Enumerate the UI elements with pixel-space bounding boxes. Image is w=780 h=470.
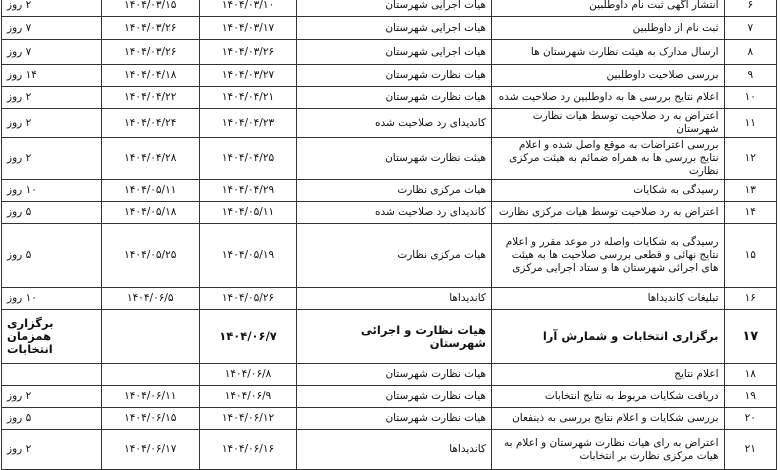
start-date-cell: ۱۴۰۴/۰۳/۲۶ — [199, 40, 297, 65]
duration-cell: ۱۰ روز — [2, 288, 102, 310]
start-date-cell: ۱۴۰۴/۰۴/۲۹ — [199, 180, 297, 202]
end-date-cell: ۱۴۰۴/۰۴/۲۴ — [101, 109, 199, 138]
row-number: ۲۰ — [724, 408, 776, 430]
end-date-cell: ۱۴۰۴/۰۳/۲۶ — [101, 40, 199, 65]
start-date-cell: ۱۴۰۴/۰۶/۱۶ — [199, 430, 297, 470]
responsible-body-cell: هیات اجرایی شهرستان — [297, 40, 492, 65]
start-date-cell: ۱۴۰۴/۰۶/۷ — [199, 310, 297, 364]
table-row — [2, 430, 777, 470]
row-number: ۱۴ — [724, 202, 776, 224]
activity-cell: اعتراض به رد صلاحیت توسط هیات مرکزی نظارت — [491, 202, 724, 224]
end-date-cell: ۱۴۰۴/۰۳/۲۶ — [101, 17, 199, 40]
responsible-body-cell: هیات نظارت شهرستان — [297, 386, 492, 408]
row-number: ۱۱ — [724, 109, 776, 138]
duration-cell: ۲ روز — [2, 386, 102, 408]
start-date-cell: ۱۴۰۴/۰۶/۸ — [199, 364, 297, 386]
table-row — [2, 109, 777, 138]
row-number: ۱۰ — [724, 87, 776, 109]
activity-cell: بررسی صلاحیت داوطلبین — [491, 65, 724, 87]
responsible-body-cell: هیات نظارت شهرستان — [297, 408, 492, 430]
start-date-cell: ۱۴۰۴/۰۵/۱۱ — [199, 202, 297, 224]
row-number: ۱۶ — [724, 288, 776, 310]
table-row — [2, 87, 777, 109]
end-date-cell: ۱۴۰۴/۰۴/۲۲ — [101, 87, 199, 109]
row-number: ۱۳ — [724, 180, 776, 202]
duration-cell: ۲ روز — [2, 0, 102, 17]
duration-cell: ۱۴ روز — [2, 65, 102, 87]
table-row — [2, 138, 777, 180]
end-date-cell: ۱۴۰۴/۰۵/۱۸ — [101, 202, 199, 224]
row-number: ۸ — [724, 40, 776, 65]
responsible-body-cell: هیات نظارت شهرستان — [297, 65, 492, 87]
start-date-cell: ۱۴۰۴/۰۴/۲۳ — [199, 109, 297, 138]
responsible-body-cell: هیات مرکزی نظارت — [297, 180, 492, 202]
table-row — [2, 202, 777, 224]
table-row — [2, 40, 777, 65]
activity-cell: برگزاری انتخابات و شمارش آرا — [491, 310, 724, 364]
table-row — [2, 310, 777, 364]
responsible-body-cell: هیات نظارت شهرستان — [297, 364, 492, 386]
start-date-cell: ۱۴۰۴/۰۴/۲۵ — [199, 138, 297, 180]
activity-cell: ارسال مدارک به هیئت نظارت شهرستان ها — [491, 40, 724, 65]
responsible-body-cell: کاندیداها — [297, 430, 492, 470]
table-row — [2, 386, 777, 408]
table-row — [2, 0, 777, 17]
responsible-body-cell: کاندیدای رد صلاحیت شده — [297, 109, 492, 138]
activity-cell: اعلام نتایج بررسی ها به داوطلبین رد صلاحیت شده — [491, 87, 724, 109]
row-number: ۹ — [724, 65, 776, 87]
row-number: ۱۸ — [724, 364, 776, 386]
end-date-cell — [101, 364, 199, 386]
responsible-body-cell: هیات نظارت و اجرائی شهرستان — [297, 310, 492, 364]
end-date-cell: ۱۴۰۴/۰۴/۱۸ — [101, 65, 199, 87]
duration-cell: ۱۰ روز — [2, 180, 102, 202]
responsible-body-cell: هیات نظارت شهرستان — [297, 87, 492, 109]
activity-cell: دریافت شکایات مربوط به نتایج انتخابات — [491, 386, 724, 408]
activity-cell: بررسی اعتراضات به موقع واصل شده و اعلام نتایج بررسی ها به همراه ضمائم به هیئت مرکزی نظارت — [491, 138, 724, 180]
end-date-cell: ۱۴۰۴/۰۶/۱۵ — [101, 408, 199, 430]
row-number: ۱۹ — [724, 386, 776, 408]
row-number: ۷ — [724, 17, 776, 40]
start-date-cell: ۱۴۰۴/۰۳/۲۷ — [199, 65, 297, 87]
schedule-table-body — [2, 0, 777, 470]
responsible-body-cell: هیات اجرایی شهرستان — [297, 0, 492, 17]
start-date-cell: ۱۴۰۴/۰۳/۱۷ — [199, 17, 297, 40]
row-number: ۶ — [724, 0, 776, 17]
end-date-cell: ۱۴۰۴/۰۶/۱۱ — [101, 386, 199, 408]
activity-cell: بررسی شکایات و اعلام نتایج بررسی به ذینفعان — [491, 408, 724, 430]
start-date-cell: ۱۴۰۴/۰۳/۱۰ — [199, 0, 297, 17]
duration-cell: ۷ روز — [2, 40, 102, 65]
responsible-body-cell: هیئت نظارت شهرستان — [297, 138, 492, 180]
table-row — [2, 364, 777, 386]
activity-cell: اعلام نتایج — [491, 364, 724, 386]
duration-cell — [2, 364, 102, 386]
table-row — [2, 180, 777, 202]
responsible-body-cell: کاندیدای رد صلاحیت شده — [297, 202, 492, 224]
table-row — [2, 17, 777, 40]
duration-cell: ۵ روز — [2, 202, 102, 224]
table-row — [2, 408, 777, 430]
start-date-cell: ۱۴۰۴/۰۴/۲۱ — [199, 87, 297, 109]
responsible-body-cell: هیات اجرایی شهرستان — [297, 17, 492, 40]
start-date-cell: ۱۴۰۴/۰۵/۲۶ — [199, 288, 297, 310]
end-date-cell: ۱۴۰۴/۰۳/۱۵ — [101, 0, 199, 17]
row-number: ۱۲ — [724, 138, 776, 180]
duration-cell: ۲ روز — [2, 109, 102, 138]
duration-cell: ۵ روز — [2, 224, 102, 288]
activity-cell: اعتراض به رد صلاحیت توسط هیات نظارت شهرستان — [491, 109, 724, 138]
end-date-cell: ۱۴۰۴/۰۴/۲۸ — [101, 138, 199, 180]
responsible-body-cell: هیات مرکزی نظارت — [297, 224, 492, 288]
table-row — [2, 288, 777, 310]
row-number: ۱۵ — [724, 224, 776, 288]
duration-cell: ۵ روز — [2, 408, 102, 430]
table-row — [2, 224, 777, 288]
start-date-cell: ۱۴۰۴/۰۶/۹ — [199, 386, 297, 408]
activity-cell: ثبت نام از داوطلبین — [491, 17, 724, 40]
row-number: ۱۷ — [724, 310, 776, 364]
duration-cell: ۷ روز — [2, 17, 102, 40]
end-date-cell: ۱۴۰۴/۰۵/۱۱ — [101, 180, 199, 202]
end-date-cell: ۱۴۰۴/۰۵/۲۵ — [101, 224, 199, 288]
activity-cell: تبلیغات کاندیداها — [491, 288, 724, 310]
start-date-cell: ۱۴۰۴/۰۵/۱۹ — [199, 224, 297, 288]
activity-cell: رسیدگی به شکایات — [491, 180, 724, 202]
row-number: ۲۱ — [724, 430, 776, 470]
election-schedule-table — [1, 0, 777, 470]
activity-cell: انتشار آگهی ثبت نام داوطلبین — [491, 0, 724, 17]
duration-cell: ۲ روز — [2, 138, 102, 180]
table-row — [2, 65, 777, 87]
end-date-cell: ۱۴۰۴/۰۶/۵ — [101, 288, 199, 310]
responsible-body-cell: کاندیداها — [297, 288, 492, 310]
duration-cell: برگزاری همزمان انتخابات — [2, 310, 102, 364]
end-date-cell — [101, 310, 199, 364]
activity-cell: اعتراض به رای هیات نظارت شهرستان و اعلام به هیات مرکزی نظارت بر انتخابات — [491, 430, 724, 470]
activity-cell: رسیدگی به شکایات واصله در موعد مقرر و اعلام نتایج نهائی و قطعی بررسی صلاحیت ها به هیئت های اجرائی شهرستان ها و ستاد اجرایی مرکزی — [491, 224, 724, 288]
duration-cell: ۲ روز — [2, 430, 102, 470]
start-date-cell: ۱۴۰۴/۰۶/۱۲ — [199, 408, 297, 430]
duration-cell: ۲ روز — [2, 87, 102, 109]
end-date-cell: ۱۴۰۴/۰۶/۱۷ — [101, 430, 199, 470]
